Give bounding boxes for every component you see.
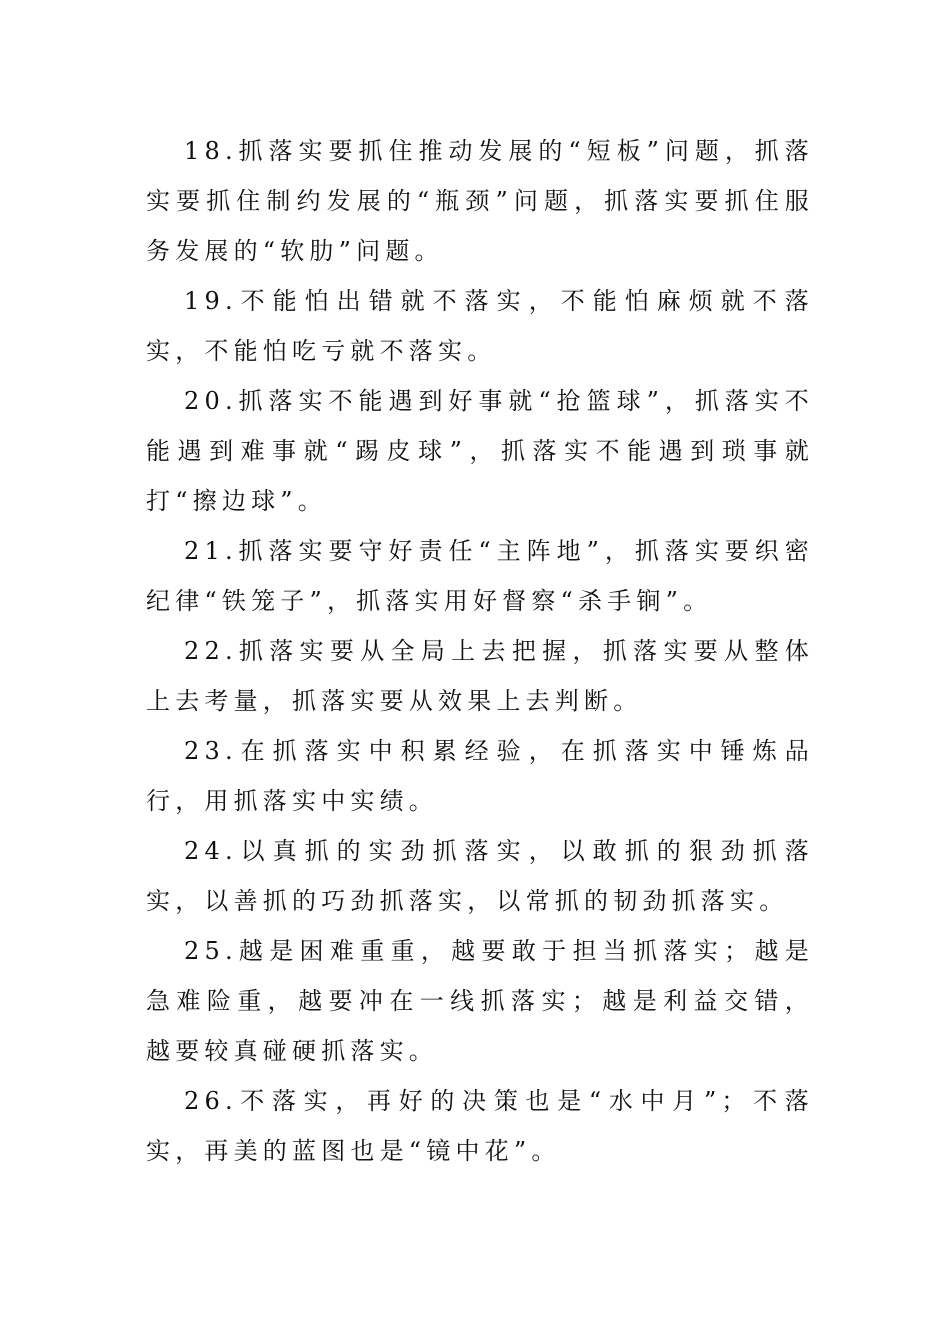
paragraph-22: 22.抓落实要从全局上去把握，抓落实要从整体上去考量，抓落实要从效果上去判断。 bbox=[146, 637, 814, 715]
document-body bbox=[146, 126, 814, 1176]
paragraph-26: 26.不落实，再好的决策也是“水中月”；不落实，再美的蓝图也是“镜中花”。 bbox=[146, 1087, 814, 1165]
paragraph-18: 18.抓落实要抓住推动发展的“短板”问题，抓落实要抓住制约发展的“瓶颈”问题，抓落实要抓住服务发展的“软肋”问题。 bbox=[146, 137, 814, 265]
paragraph-19: 19.不能怕出错就不落实，不能怕麻烦就不落实，不能怕吃亏就不落实。 bbox=[146, 287, 814, 365]
paragraph-23: 23.在抓落实中积累经验，在抓落实中锤炼品行，用抓落实中实绩。 bbox=[146, 737, 814, 815]
paragraph-24: 24.以真抓的实劲抓落实，以敢抓的狠劲抓落实，以善抓的巧劲抓落实，以常抓的韧劲抓落实。 bbox=[146, 837, 814, 915]
paragraph-20: 20.抓落实不能遇到好事就“抢篮球”，抓落实不能遇到难事就“踢皮球”，抓落实不能遇到琐事就打“擦边球”。 bbox=[146, 387, 814, 515]
paragraph-21: 21.抓落实要守好责任“主阵地”，抓落实要织密纪律“铁笼子”，抓落实用好督察“杀手锏”。 bbox=[146, 537, 814, 615]
paragraph-25: 25.越是困难重重，越要敢于担当抓落实；越是急难险重，越要冲在一线抓落实；越是利益交错，越要较真碰硬抓落实。 bbox=[146, 937, 814, 1065]
